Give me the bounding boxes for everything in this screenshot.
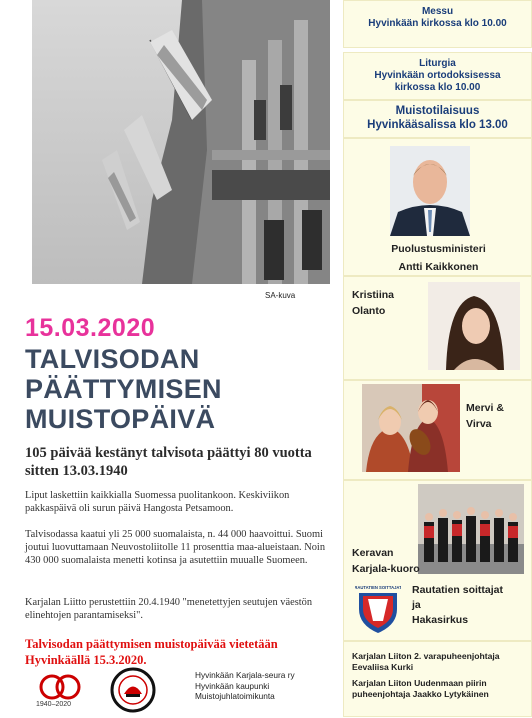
paragraph: Karjalan Liitto perustettiin 20.4.1940 "menetettyjen seutujen väestön elinehtojen parantamiseksi".	[25, 597, 313, 622]
speaker-name	[345, 240, 532, 276]
event-box-memorial	[343, 100, 532, 138]
organizers-list	[195, 670, 295, 702]
railway-logo-text: RAUTATIEN SOITTAJAT	[355, 585, 401, 590]
event-box-liturgy	[343, 52, 532, 100]
performer-name-choir	[352, 545, 420, 577]
photo-credit: SA-kuva	[265, 291, 296, 300]
kristiina-portrait	[428, 282, 520, 370]
historic-flag-photo	[32, 0, 330, 284]
event-line: Hyvinkääsalissa klo 13.00	[367, 119, 508, 131]
railway-musicians-logo	[355, 583, 401, 635]
title-line: TALVISODAN	[25, 344, 200, 374]
name-line: Rautatien soittajat	[412, 584, 504, 596]
name-line: Keravan	[352, 547, 394, 559]
local-event-highlight: Talvisodan päättymisen muistopäivää vietetään Hyvinkäällä 15.3.2020.	[25, 637, 278, 667]
speaker-fullname: Antti Kaikkonen	[398, 261, 479, 273]
title-line: MUISTOPÄIVÄ	[25, 404, 216, 434]
paragraph: Liput laskettiin kaikkialla Suomessa puolitankoon. Keskiviikon pakkaspäivä oli surun päivä Hangosta Petsamoon.	[25, 490, 290, 515]
mervi-virva-photo	[362, 384, 460, 472]
page-title	[25, 344, 222, 434]
lead-text: 105 päivää kestänyt talvisota päättyi 80 vuotta sitten 13.03.1940	[25, 445, 312, 479]
speaker-portrait	[390, 146, 470, 236]
performer-name-railway	[412, 583, 503, 628]
event-box-mass	[343, 0, 532, 48]
anniversary-logo	[38, 672, 82, 702]
name-line: Karjala-kuoro	[352, 563, 420, 575]
event-line: Muistotilaisuus	[395, 105, 480, 117]
performer-name-kristiina	[352, 287, 394, 319]
event-date: 15.03.2020	[25, 314, 156, 342]
event-line: Liturgia	[419, 58, 456, 69]
event-line: kirkossa klo 10.00	[394, 82, 481, 93]
name-line: Olanto	[352, 305, 386, 317]
name-line: ja	[412, 599, 421, 611]
organizer: Hyvinkään Karjala-seura ry	[195, 670, 295, 680]
name-line: Hakasirkus	[412, 614, 469, 626]
name-line: Mervi &	[466, 402, 504, 414]
performer-name-mervi-virva	[466, 400, 504, 432]
event-line: Messu	[421, 6, 454, 17]
paragraph: Talvisodassa kaatui yli 25 000 suomalaista, n. 44 000 haavoittui. Suomi joutui luovuttamaan Neuvostoliitolle 11 prosenttia maa-alueistaan. Noin 430 000 suomalaista menetti kotinsa ja asutettiin muualle Suomeen.	[25, 529, 326, 567]
greeting-line: Karjalan Liiton Uudenmaan piirin puheenjohtaja Jaakko Lytykäinen	[352, 678, 489, 699]
name-line: Virva	[466, 418, 492, 430]
organizer: Hyvinkään kaupunki	[195, 680, 270, 691]
greeting-line: Karjalan Liiton 2. varapuheenjohtaja Eevaliisa Kurki	[352, 651, 500, 672]
event-line: Hyvinkään kirkossa klo 10.00	[368, 18, 507, 29]
choir-photo	[418, 484, 524, 574]
karjalan-liitto-seal	[110, 667, 156, 713]
anniversary-years: 1940–2020	[36, 701, 72, 708]
title-line: PÄÄTTYMISEN	[25, 374, 222, 404]
speaker-title: Puolustusministeri	[391, 243, 486, 255]
event-line: Hyvinkään ortodoksisessa	[374, 70, 501, 81]
organizer: Muistojuhlatoimikunta	[195, 691, 275, 701]
name-line: Kristiina	[352, 289, 395, 301]
